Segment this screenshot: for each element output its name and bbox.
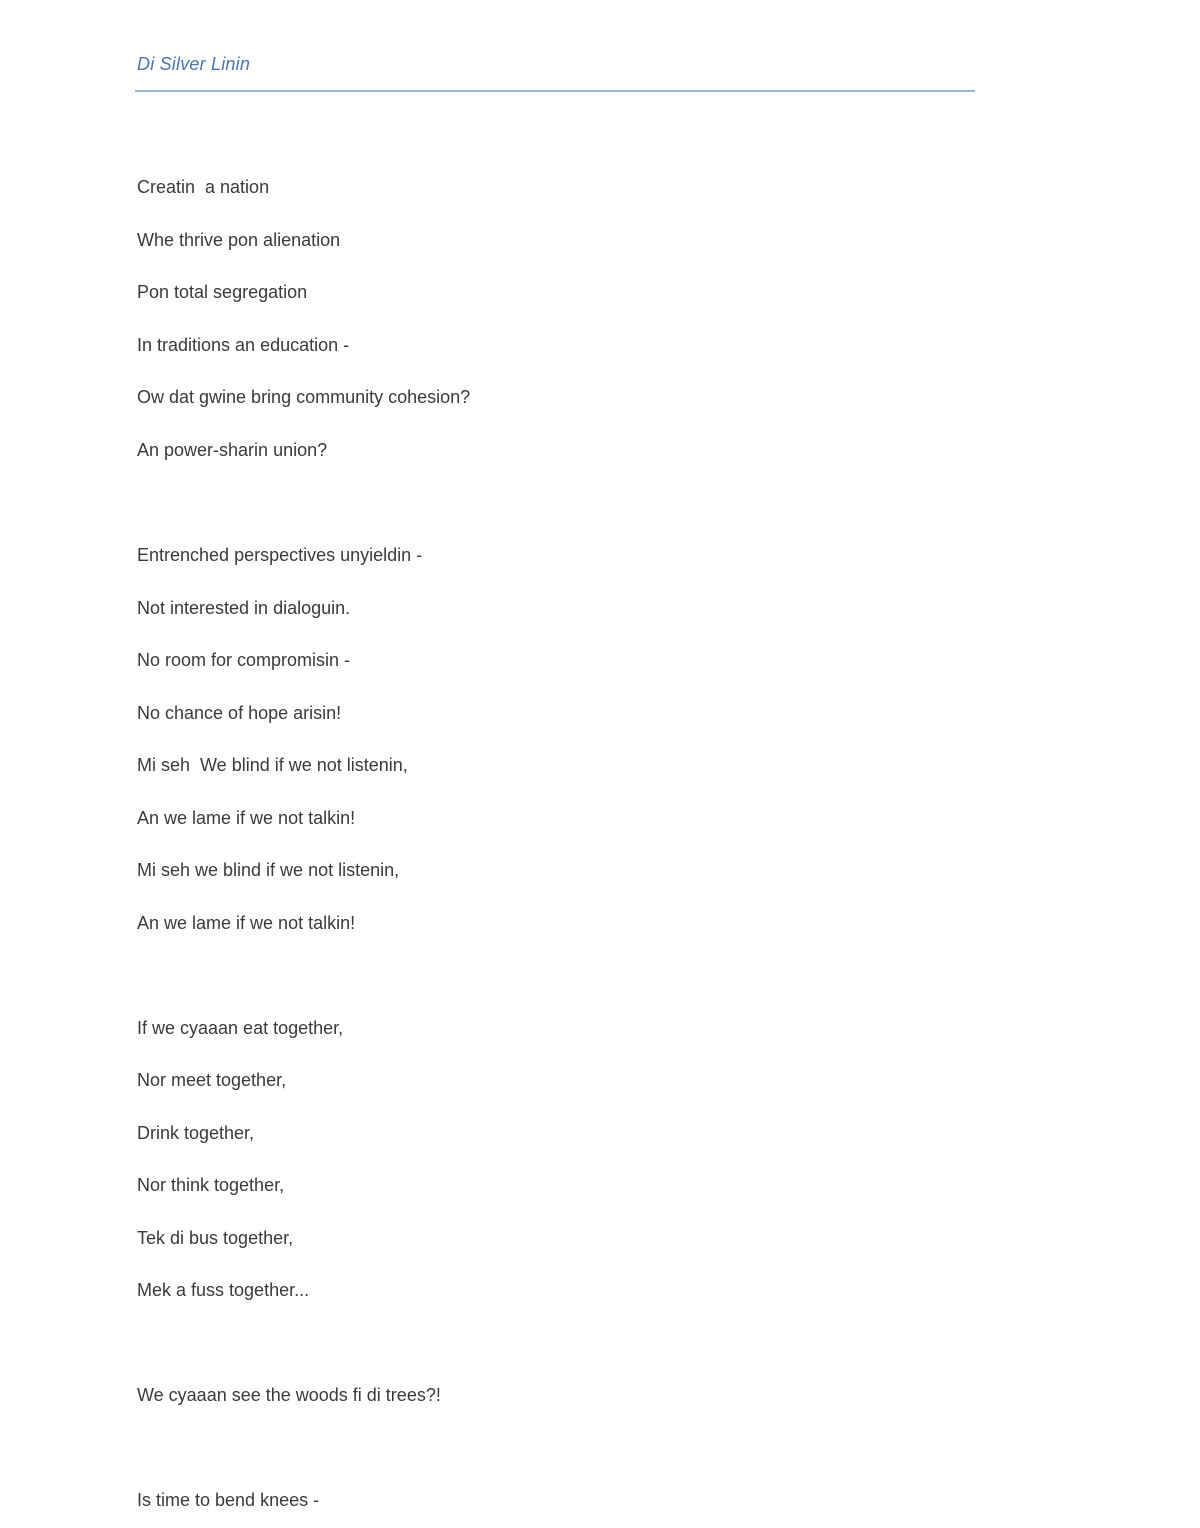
poem-line: Tek di bus together, — [137, 1228, 294, 1248]
header-divider — [135, 90, 975, 92]
poem-line: No chance of hope arisin! — [137, 703, 342, 723]
poem-line: No room for compromisin - — [137, 650, 351, 670]
page-header-title: Di Silver Linin — [137, 54, 251, 74]
poem-line: An we lame if we not talkin! — [137, 808, 356, 828]
poem-line: Mi seh We blind if we not listenin, — [137, 755, 408, 775]
poem-line: Mek a fuss together... — [137, 1280, 310, 1300]
poem-line: An power-sharin union? — [137, 440, 328, 460]
poem-line: Pon total segregation — [137, 282, 308, 302]
poem-line: In traditions an education - — [137, 335, 350, 355]
poem-line: Not interested in dialoguin. — [137, 598, 351, 618]
poem-line: An we lame if we not talkin! — [137, 913, 356, 933]
poem-line: Entrenched perspectives unyieldin - — [137, 545, 423, 565]
poem-line: Mi seh we blind if we not listenin, — [137, 860, 400, 880]
poem-line: Nor meet together, — [137, 1070, 287, 1090]
poem-line: If we cyaaan eat together, — [137, 1018, 344, 1038]
poem-line: Nor think together, — [137, 1175, 285, 1195]
poem-line: Whe thrive pon alienation — [137, 230, 341, 250]
poem-line: Is time to bend knees - — [137, 1490, 320, 1510]
poem-line: We cyaaan see the woods fi di trees?! — [137, 1385, 441, 1405]
poem-line: Creatin a nation — [137, 177, 270, 197]
poem-line: Ow dat gwine bring community cohesion? — [137, 387, 471, 407]
poem-line: Drink together, — [137, 1123, 255, 1143]
